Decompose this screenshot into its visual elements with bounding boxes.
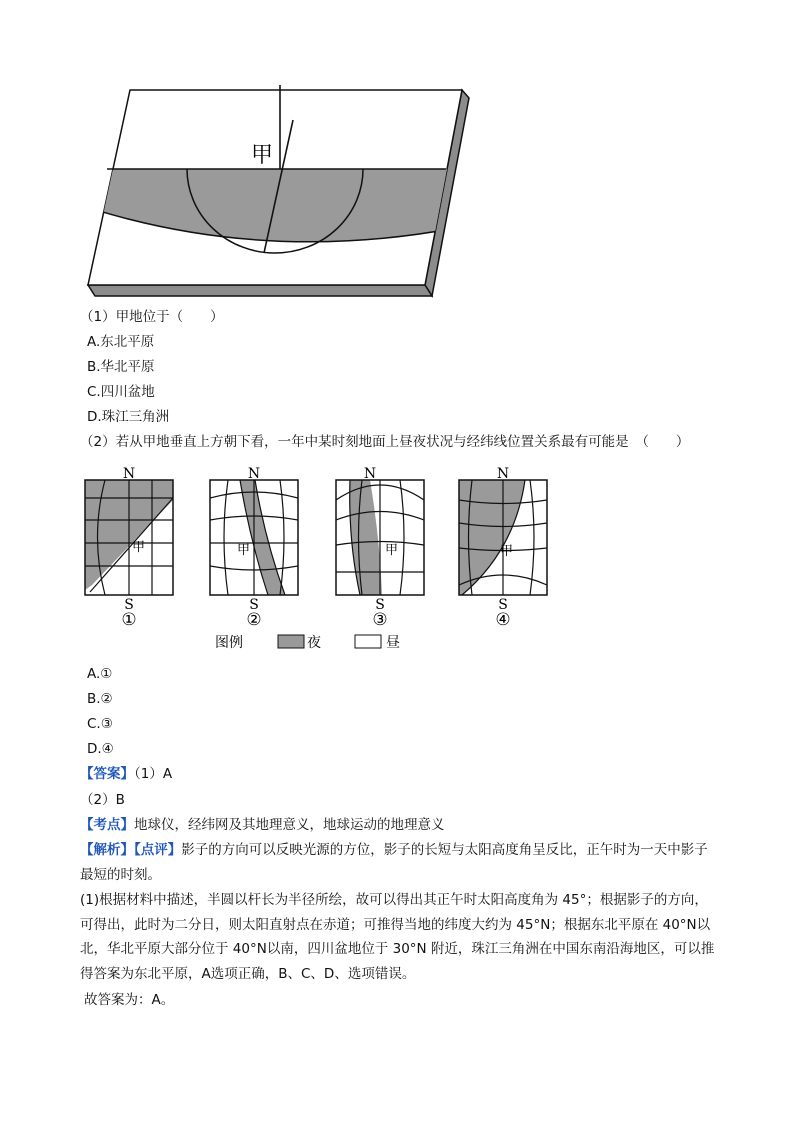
kaodian-block	[80, 816, 445, 834]
legend-day-label: 昼	[386, 635, 400, 651]
jia-label-4: 甲	[500, 544, 514, 559]
kaodian-text: 地球仪，经纬网及其地理意义，地球运动的地理意义	[134, 817, 445, 833]
diagram-number-4: ④	[495, 610, 511, 630]
south-label-3: S	[375, 597, 385, 613]
jia-label-1: 甲	[132, 540, 146, 555]
q1-option-d[interactable]: D.珠江三角洲	[87, 409, 170, 425]
diagram-number-2: ②	[246, 610, 262, 630]
jiexi-text-1: 影子的方向可以反映光源的方位，影子的长短与太阳高度角呈反比，正午时为一天中影子最短的时刻。	[80, 842, 708, 883]
answer-tag: 【答案】	[80, 766, 134, 782]
diagram-3	[336, 480, 424, 595]
kaodian-tag: 【考点】	[80, 817, 134, 833]
legend-night-swatch	[278, 635, 304, 648]
board-front	[88, 285, 432, 296]
legend-day-swatch	[355, 635, 381, 648]
shadow-board-figure	[80, 80, 480, 302]
q1-option-c[interactable]: C.四川盆地	[87, 384, 155, 400]
q2-option-c[interactable]: C.③	[87, 716, 113, 732]
north-label-3: N	[363, 466, 377, 482]
legend-title: 图例	[215, 635, 243, 651]
answer-line-1: （1）A	[134, 766, 173, 782]
north-label-1: N	[122, 466, 136, 482]
q1-option-b[interactable]: B.华北平原	[87, 359, 155, 375]
north-label-4: N	[496, 466, 510, 482]
answer-block	[80, 765, 172, 783]
q2-option-a[interactable]: A.①	[87, 666, 113, 682]
diagram-1	[85, 480, 173, 595]
q2-option-b[interactable]: B.②	[87, 691, 113, 707]
jiexi-block	[80, 838, 720, 887]
jiexi-text-2: (1)根据材料中描述，半圆以杆长为半径所绘，故可以得出其正午时太阳高度角为 45°；根据影子的方向，可得出，此时为二分日，则太阳直射点在赤道；可推得当地的纬度大约为 45°N；根据东北平原在 40°N以北，华北平原大部分位于 40°N以南，四川盆地位于 30°N 附近，珠江三角洲在中国东南沿海地区，可以推得答案为东北平原，A选项正确，B、C、D、选项错误。	[80, 892, 715, 982]
q2-stem: （2）若从甲地垂直上方朝下看，一年中某时刻地面上昼夜状况与经纬线位置关系最有可能是 （ ）	[80, 434, 690, 450]
q1-option-a[interactable]: A.东北平原	[87, 334, 155, 350]
diagram-number-1: ①	[121, 610, 137, 630]
jia-label-2: 甲	[237, 543, 251, 558]
jia-label-3: 甲	[385, 543, 399, 558]
south-label-4: S	[498, 597, 508, 613]
diagram-4	[459, 480, 547, 595]
dianping-tag: 【点评】	[134, 842, 182, 858]
q2-option-d[interactable]: D.④	[87, 741, 114, 757]
south-label-1: S	[124, 597, 134, 613]
legend-night-label: 夜	[307, 635, 321, 651]
jiexi-tag: 【解析】	[80, 842, 134, 858]
jiexi-conclusion: 故答案为：A。	[84, 992, 175, 1008]
south-label-2: S	[249, 597, 259, 613]
north-label-2: N	[247, 466, 261, 482]
diagram-2	[210, 480, 298, 595]
q1-stem: （1）甲地位于（ ）	[80, 309, 224, 325]
day-night-diagrams	[80, 458, 560, 658]
jia-label: 甲	[251, 143, 274, 168]
answer-line-2: （2）B	[80, 792, 125, 808]
diagram-number-3: ③	[372, 610, 388, 630]
